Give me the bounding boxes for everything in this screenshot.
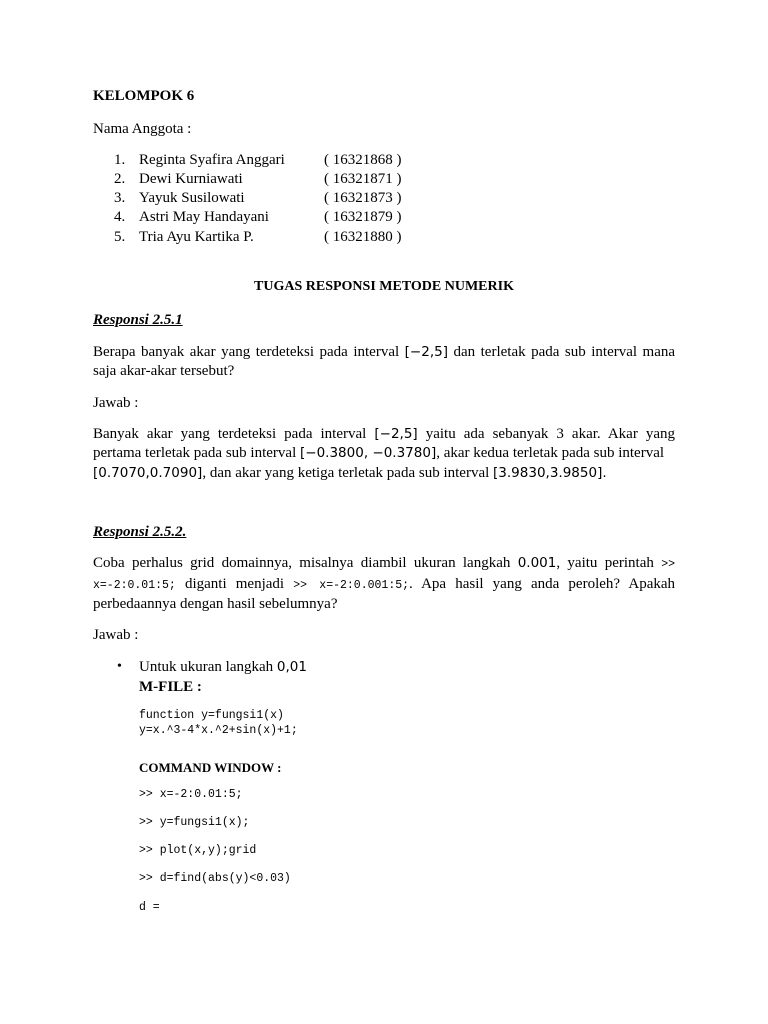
code-inline: >> x=-2:0.001:5; bbox=[293, 579, 410, 592]
answer-text: pertama terletak pada sub interval bbox=[93, 445, 297, 461]
member-name: Tria Ayu Kartika P. bbox=[139, 229, 254, 245]
answer-2-5-1-line1 bbox=[93, 424, 675, 444]
math-interval: [−0.3800, −0.3780] bbox=[300, 445, 437, 461]
bullet-label: Untuk ukuran langkah bbox=[139, 659, 274, 675]
document-title: TUGAS RESPONSI METODE NUMERIK bbox=[254, 279, 514, 294]
member-number: 4. bbox=[114, 209, 126, 225]
question-text: diganti menjadi bbox=[175, 576, 285, 592]
math-interval: [−2,5] bbox=[404, 344, 448, 360]
member-number: 2. bbox=[114, 171, 126, 187]
code-inline: >> bbox=[661, 558, 676, 571]
question-2-5-1-line2: saja akar-akar tersebut? bbox=[93, 363, 235, 379]
section-heading-2-5-2: Responsi 2.5.2. bbox=[93, 524, 187, 540]
command-window-label: COMMAND WINDOW : bbox=[139, 760, 282, 775]
question-text: . Apa hasil yang anda peroleh? Apakah bbox=[409, 576, 676, 592]
math-interval: [0.7070,0.7090] bbox=[93, 465, 203, 481]
answer-text: , akar kedua terletak pada sub interval bbox=[436, 445, 665, 461]
member-number: 1. bbox=[114, 152, 126, 168]
answer-text: , dan akar yang ketiga terletak pada sub interval bbox=[202, 465, 490, 481]
member-number: 3. bbox=[114, 190, 126, 206]
bullet-text bbox=[139, 657, 307, 677]
question-text: Coba perhalus grid domainnya, misalnya diambil ukuran langkah bbox=[93, 555, 511, 571]
member-nim: ( 16321879 ) bbox=[324, 209, 402, 225]
member-nim: ( 16321868 ) bbox=[324, 152, 402, 168]
member-name: Dewi Kurniawati bbox=[139, 171, 243, 187]
member-name: Yayuk Susilowati bbox=[139, 190, 245, 206]
code-line: >> plot(x,y);grid bbox=[139, 844, 257, 857]
member-name: Reginta Syafira Anggari bbox=[139, 152, 285, 168]
question-text: dan terletak pada sub interval mana bbox=[453, 344, 676, 360]
answer-2-5-1-line2 bbox=[93, 443, 664, 463]
math-interval: [−2,5] bbox=[374, 426, 418, 442]
math-value: 0.001 bbox=[517, 555, 557, 571]
member-nim: ( 16321873 ) bbox=[324, 190, 402, 206]
answer-2-5-1-line3 bbox=[93, 463, 607, 483]
code-line: function y=fungsi1(x) bbox=[139, 709, 284, 722]
section-heading-2-5-1: Responsi 2.5.1 bbox=[93, 312, 183, 328]
member-name: Astri May Handayani bbox=[139, 209, 269, 225]
answer-text: Banyak akar yang terdeteksi pada interval bbox=[93, 426, 367, 442]
code-line: y=x.^3-4*x.^2+sin(x)+1; bbox=[139, 724, 298, 737]
answer-label: Jawab : bbox=[93, 395, 139, 411]
code-line: >> y=fungsi1(x); bbox=[139, 816, 250, 829]
code-line: >> x=-2:0.01:5; bbox=[139, 788, 243, 801]
question-text: , yaitu perintah bbox=[556, 555, 654, 571]
question-2-5-2-line3: perbedaannya dengan hasil sebelumnya? bbox=[93, 596, 338, 612]
code-inline: x=-2:0.01:5; bbox=[93, 579, 176, 592]
question-2-5-1-line1 bbox=[93, 342, 675, 362]
mfile-label: M-FILE : bbox=[139, 679, 202, 695]
question-text: Berapa banyak akar yang terdeteksi pada interval bbox=[93, 344, 400, 360]
question-2-5-2-line2 bbox=[93, 574, 675, 596]
bullet-icon: • bbox=[117, 659, 122, 674]
member-nim: ( 16321871 ) bbox=[324, 171, 402, 187]
group-title: KELOMPOK 6 bbox=[93, 88, 195, 104]
math-value: 0,01 bbox=[276, 659, 307, 675]
members-label: Nama Anggota : bbox=[93, 121, 192, 137]
math-interval: [3.9830,3.9850]. bbox=[493, 465, 607, 481]
code-line: d = bbox=[139, 901, 160, 914]
answer-label: Jawab : bbox=[93, 627, 139, 643]
code-line: >> d=find(abs(y)<0.03) bbox=[139, 872, 291, 885]
member-nim: ( 16321880 ) bbox=[324, 229, 402, 245]
answer-text: yaitu ada sebanyak 3 akar. Akar yang bbox=[425, 426, 676, 442]
member-number: 5. bbox=[114, 229, 126, 245]
question-2-5-2-line1 bbox=[93, 553, 675, 575]
